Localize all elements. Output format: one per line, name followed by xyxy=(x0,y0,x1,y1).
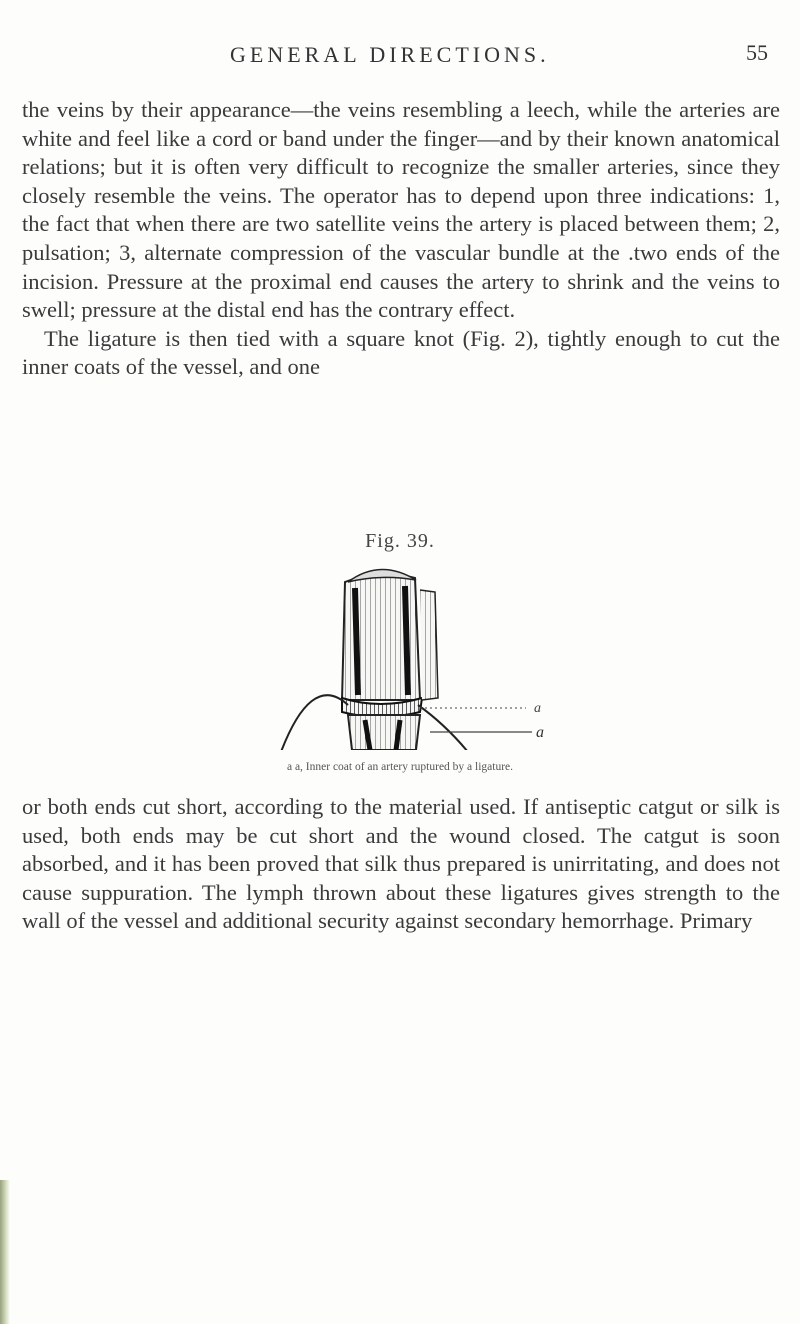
artery-ligature-illustration xyxy=(230,560,570,750)
vessel-inner-left xyxy=(355,588,358,695)
vessel-side-wall xyxy=(420,590,438,700)
paragraph: the veins by their appearance—the veins resembling a leech, while the arteries are white and feel like a cord or band under the finger—and by their known anatomical relations; but it is often very difficult to recognize the smaller arteries, since they closely resemble the veins. The operator has to depend upon three indications: 1, the fact that when there are two satellite veins the artery is placed between them; 2, pulsation; 3, alternate compression of the vascular bundle at the .two ends of the incision. Pressure at the proximal end causes the artery to shrink and the veins to swell; pressure at the distal end has the contrary effect. xyxy=(22,97,780,323)
vessel-lower-segment xyxy=(348,715,420,750)
page-edge-shadow xyxy=(0,1180,10,1324)
figure-label-a1: a xyxy=(534,701,541,716)
figure-title: Fig. 39. xyxy=(365,530,435,552)
paragraph: The ligature is then tied with a square knot (Fig. 2), tightly enough to cut the inner coats of the vessel, and one xyxy=(22,325,780,380)
ligature-thread-right xyxy=(418,705,492,750)
body-text-top xyxy=(22,96,780,382)
paragraph: or both ends cut short, according to the material used. If antiseptic catgut or silk is used, both ends may be cut short and the wound closed. The catgut is soon absorbed, and it has been proved that silk thus prepared is unirritating, and does not cause suppuration. The lymph thrown about these ligatures gives strength to the wall of the vessel and additional security against secondary hemorrhage. Primary xyxy=(22,794,780,934)
figure-label-a2: a xyxy=(536,724,544,741)
figure-caption: a a, Inner coat of an artery ruptured by a ligature. xyxy=(286,761,514,773)
body-text-bottom xyxy=(22,793,780,936)
page-number: 55 xyxy=(746,40,768,65)
vessel-inner-right xyxy=(405,586,408,695)
ligature-thread-left xyxy=(278,695,348,750)
running-head: GENERAL DIRECTIONS. xyxy=(230,42,550,67)
